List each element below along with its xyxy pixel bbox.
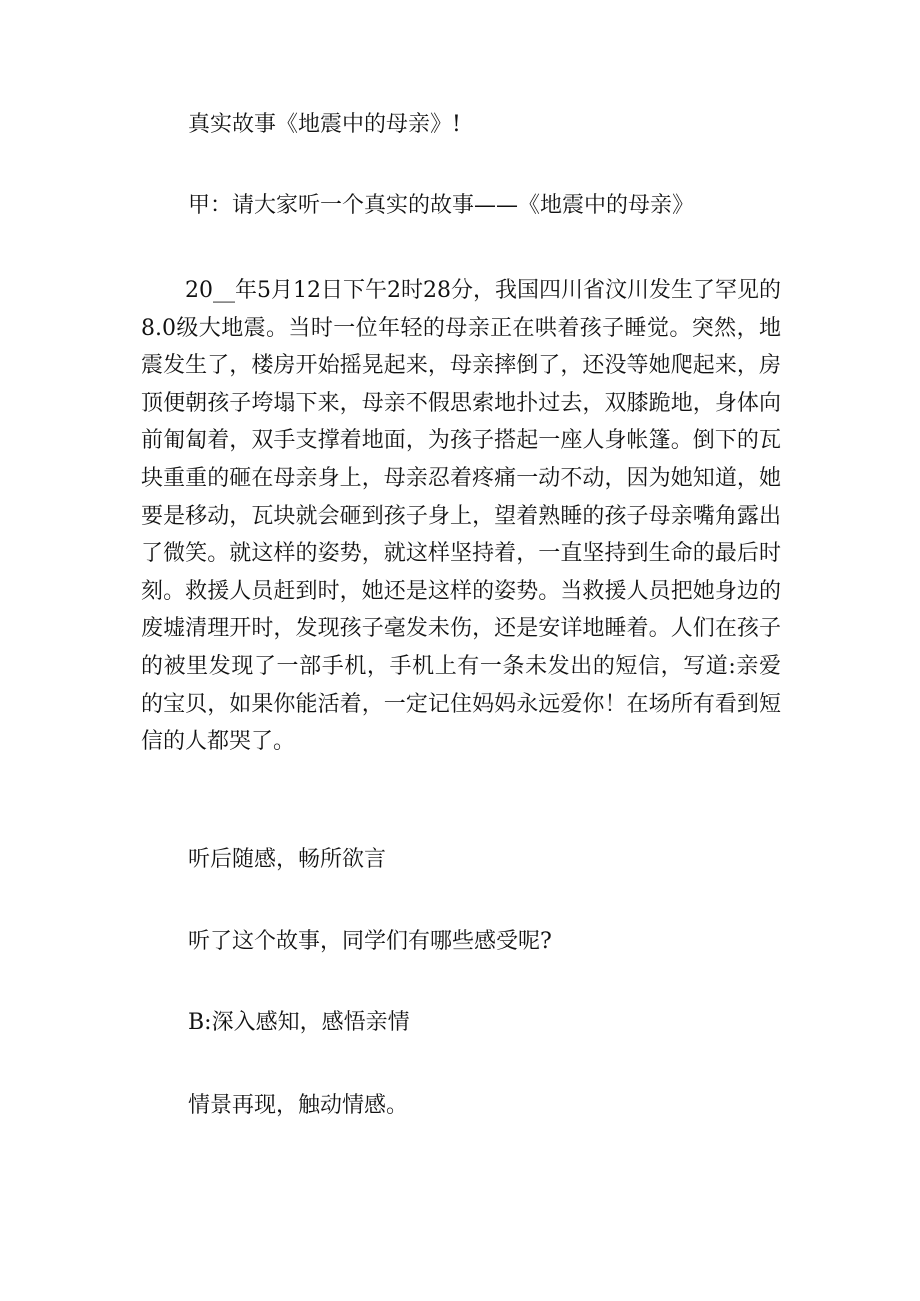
listen-heading: 听后随感，畅所欲言 [188,847,387,872]
scene-line: 情景再现，触动情感。 [188,1093,409,1118]
intro-line: 甲：请大家听一个真实的故事——《地震中的母亲》 [188,193,695,218]
document-title: 真实故事《地震中的母亲》! [188,112,461,137]
section-b-heading: B:深入感知，感悟亲情 [188,1010,410,1035]
question-line: 听了这个故事，同学们有哪些感受呢? [188,929,552,954]
story-paragraph: 20__年5月12日下午2时28分，我国四川省汶川发生了罕见的8.0级大地震。当时一位年轻的母亲正在哄着孩子睡觉。突然，地震发生了，楼房开始摇晃起来，母亲摔倒了，还没等她爬起来，房顶便朝孩子垮塌下来，母亲不假思索地扑过去，双膝跪地，身体向前匍匐着，双手支撑着地面，为孩子搭起一座人身帐篷。倒下的瓦块重重的砸在母亲身上，母亲忍着疼痛一动不动，因为她知道，她要是移动，瓦块就会砸到孩子身上，望着熟睡的孩子母亲嘴角露出了微笑。就这样的姿势，就这样坚持着，一直坚持到生命的最后时刻。救援人员赶到时，她还是这样的姿势。当救援人员把她身边的废墟清理开时，发现孩子毫发未伤，还是安详地睡着。人们在孩子的被里发现了一部手机，手机上有一条未发出的短信，写道:亲爱的宝贝，如果你能活着，一定记住妈妈永远爱你！在场所有看到短信的人都哭了。 [141,278,781,755]
